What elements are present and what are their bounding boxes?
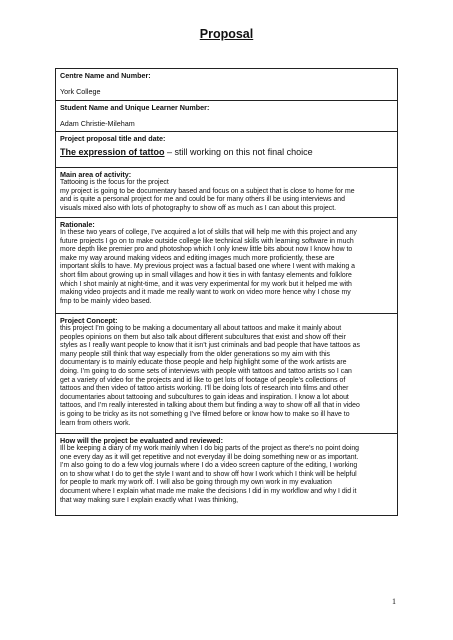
text-line: learn from others work. bbox=[60, 419, 131, 427]
text-line: important skills to have. My previous project was a factual based one where I went with making a bbox=[60, 263, 355, 271]
centre-label: Centre Name and Number: bbox=[60, 71, 151, 80]
text-line: visuals mixed also with lots of photography to show off as much as I can about this project. bbox=[60, 204, 337, 212]
text-line: I’m also going to do a few vlog journals where I do a video screen capture of the editing, I working bbox=[60, 462, 358, 470]
project-title-label: Project proposal title and date: bbox=[60, 134, 166, 143]
concept-label: Project Concept: bbox=[60, 316, 118, 325]
project-title-rest: – still working on this not final choice bbox=[164, 147, 313, 157]
project-title-section bbox=[56, 132, 397, 168]
text-line: which I shot mainly at night-time, and it was very experimental for my work but it helped me with bbox=[60, 280, 352, 288]
text-line: on to show what I do to get the style I want and to show off how I work which I think will be helpful bbox=[60, 470, 357, 478]
text-line: document where I explain what made me make the decisions I did in my workflow and why I did it bbox=[60, 487, 357, 495]
project-title-value bbox=[60, 146, 393, 158]
evaluation-label: How will the project be evaluated and reviewed: bbox=[60, 436, 223, 445]
main-area-label: Main area of activity: bbox=[60, 170, 132, 179]
text-line: styles as I really want people to know that it isn’t just criminals and bad people that have tattoos as bbox=[60, 342, 360, 350]
rationale-label: Rationale: bbox=[60, 220, 95, 229]
proposal-form bbox=[55, 68, 398, 516]
main-area-section bbox=[56, 168, 397, 218]
text-line: make my way around making videos and editing images much more proficiently, these are bbox=[60, 254, 335, 262]
text-line: Tattooing is the focus for the project bbox=[60, 179, 169, 186]
rationale-section bbox=[56, 218, 397, 314]
student-value: Adam Christie-Mileham bbox=[60, 119, 135, 128]
text-line: that way making sure I explain exactly what I was thinking, bbox=[60, 496, 239, 504]
text-line: Ill be keeping a diary of my work mainly when I do big parts of the project as there’s no point doing bbox=[60, 445, 360, 452]
text-line: making video projects and it made me really want to work on video more hence why I chose my bbox=[60, 289, 351, 297]
text-line: documentary is to mainly educate those people and help highlight some of the work artists are bbox=[60, 359, 347, 367]
text-line: doing. I’m going to do some sets of interviews with people with tattoos and tattoo artists so I can bbox=[60, 367, 352, 375]
text-line: my project is going to be documentary based and focus on a subject that is close to home for me bbox=[60, 187, 355, 195]
evaluation-text bbox=[60, 445, 393, 505]
text-line: get a variety of video for the projects and id like to get lots of footage of people’s collections of bbox=[60, 376, 346, 384]
text-line: many people still think that way especially from the older generations so my aim with this bbox=[60, 350, 331, 358]
text-line: peoples opinions on them but also talk about different subcultures that exist and show off their bbox=[60, 333, 346, 341]
centre-section bbox=[56, 69, 397, 101]
text-line: more depth like premier pro and photoshop which I only knew little bits about now I know how to bbox=[60, 246, 353, 254]
text-line: tattoos, and I’m really interested in talking about them but finding a way to show off all that in video bbox=[60, 402, 360, 410]
main-area-text bbox=[60, 179, 393, 213]
page-title: Proposal bbox=[199, 27, 254, 41]
rationale-text bbox=[60, 229, 393, 306]
text-line: for people to mark my work off. I will also be going through my own work in my evaluation bbox=[60, 479, 332, 487]
text-line: is going to be tricky as its not something g I’ve filmed before or know how to make so ill have to bbox=[60, 410, 350, 418]
text-line: tattoos and then video of tattoo artists working. I’ll be doing lots of research into films and other bbox=[60, 385, 349, 393]
centre-value: York College bbox=[60, 87, 101, 96]
text-line: and is quite a personal project for me and could be for many others ill be using interviews and bbox=[60, 196, 345, 204]
concept-text bbox=[60, 325, 393, 428]
text-line: one every day as it will get repetitive and not everyday ill be doing something new or as important. bbox=[60, 453, 359, 461]
text-line: fmp to be mainly video based. bbox=[60, 297, 152, 305]
student-section bbox=[56, 101, 397, 132]
evaluation-section bbox=[56, 434, 397, 515]
text-line: In these two years of college, I’ve acquired a lot of skills that will help me with this project and any bbox=[60, 229, 357, 236]
text-line: documentaries about tattooing and subcultures to gain ideas and inspiration. I know a lot about bbox=[60, 393, 349, 401]
concept-section bbox=[56, 314, 397, 434]
page-number: 1 bbox=[392, 597, 396, 606]
text-line: this project I’m going to be making a documentary all about tattoos and make it mainly about bbox=[60, 325, 342, 332]
student-label: Student Name and Unique Learner Number: bbox=[60, 103, 210, 112]
text-line: future projects I go on to make outside college like technical skills with learning software in much bbox=[60, 237, 354, 245]
project-title-bold: The expression of tattoo bbox=[60, 147, 165, 157]
text-line: short film about growing up in small villages and how it ties in with fantasy elements and folklore bbox=[60, 271, 352, 279]
